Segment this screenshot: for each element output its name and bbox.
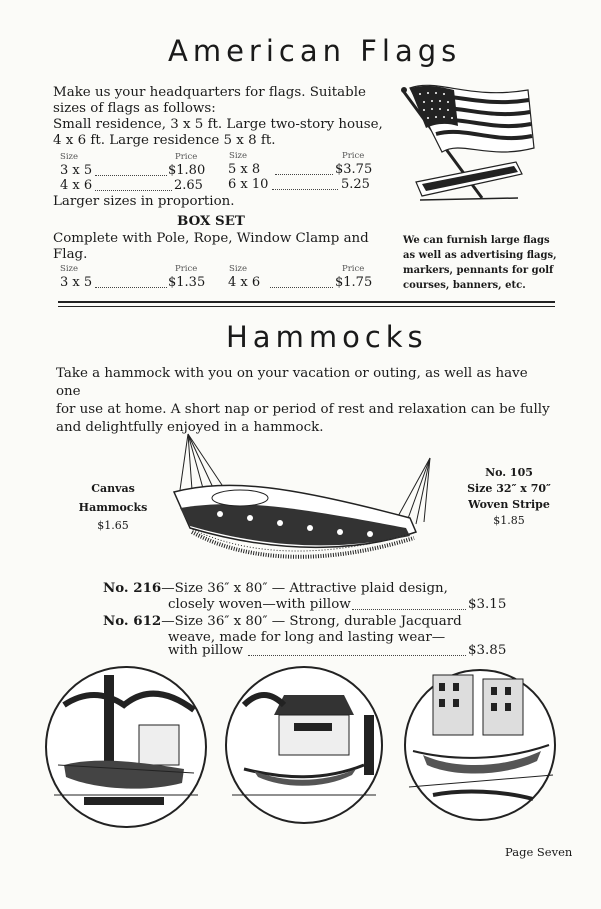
leader-dots: [272, 189, 338, 190]
col-price-label: Price: [175, 264, 198, 274]
col-price-label: Price: [175, 152, 198, 162]
canvas-hammocks-caption: [75, 481, 151, 534]
hammocks-intro-line: for use at home. A short nap or period of rest and relaxation can be fully: [56, 402, 550, 417]
item-number: No. 216: [103, 580, 162, 596]
section-divider: [58, 301, 555, 303]
flags-note-line: as well as advertising flags,: [403, 250, 557, 261]
flag-price: $1.80: [168, 163, 206, 178]
item-612-price: $3.85: [468, 643, 507, 658]
vignette-backyard: [44, 665, 208, 829]
box-set-desc: Flag.: [53, 247, 88, 262]
flag-size: 5 x 8: [228, 162, 261, 177]
box-set-desc: Complete with Pole, Rope, Window Clamp and: [53, 231, 369, 246]
vignette-city: [403, 665, 557, 825]
caption-line: Size 32″ x 70″: [467, 482, 551, 495]
item-612-line3: with pillow: [168, 643, 243, 658]
flags-intro-line: sizes of flags as follows:: [53, 101, 216, 116]
caption-price: $1.85: [493, 514, 525, 527]
item-612: [103, 613, 462, 630]
flag-size: 4 x 6: [60, 178, 93, 193]
flag-price: 2.65: [174, 178, 203, 193]
section-divider: [58, 306, 555, 307]
leader-dots: [95, 175, 167, 176]
flags-intro-line: Make us your headquarters for flags. Suitable: [53, 85, 366, 100]
flags-intro: [53, 85, 383, 149]
box-size: 3 x 5: [60, 275, 93, 290]
leader-dots: [95, 190, 172, 191]
box-price: $1.35: [168, 275, 206, 290]
item-216-line2: closely woven—with pillow: [168, 597, 351, 612]
flag-size: 3 x 5: [60, 163, 93, 178]
item-desc: —Size 36″ x 80″ — Attractive plaid design,: [161, 581, 448, 596]
col-size-label: Size: [229, 151, 248, 161]
flags-note-line: courses, banners, etc.: [403, 280, 526, 291]
caption-line: Woven Stripe: [468, 498, 550, 511]
col-price-label: Price: [342, 264, 365, 274]
box-set-title: BOX SET: [177, 213, 245, 229]
hammocks-title: Hammocks: [226, 320, 428, 354]
flags-note: [403, 233, 563, 293]
flags-intro-line: Small residence, 3 x 5 ft. Large two-story house,: [53, 117, 383, 132]
caption-line: Canvas: [91, 482, 135, 495]
caption-line: No. 105: [485, 466, 533, 479]
leader-dots: [275, 174, 333, 175]
flags-intro-line: 4 x 6 ft. Large residence 5 x 8 ft.: [53, 133, 276, 148]
flags-note-line: We can furnish large flags: [403, 235, 550, 246]
woven-stripe-caption: [466, 465, 552, 529]
page-number: Page Seven: [505, 845, 573, 859]
vignette-cottage: [224, 665, 384, 825]
flag-size: 6 x 10: [228, 177, 269, 192]
item-number: No. 612: [103, 613, 162, 629]
leader-dots: [270, 287, 333, 288]
col-size-label: Size: [60, 152, 79, 162]
hammocks-intro: [56, 365, 556, 437]
caption-price: $1.65: [97, 519, 129, 532]
item-desc: —Size 36″ x 80″ — Strong, durable Jacquard: [161, 614, 462, 629]
leader-dots: [352, 609, 466, 610]
flags-note-line: markers, pennants for golf: [403, 265, 554, 276]
box-size: 4 x 6: [228, 275, 261, 290]
col-price-label: Price: [342, 151, 365, 161]
flag-price: 5.25: [341, 177, 370, 192]
flag-price: $3.75: [335, 162, 373, 177]
item-216: [103, 580, 448, 597]
flags-title: American Flags: [168, 34, 462, 68]
item-612-line2: weave, made for long and lasting wear—: [168, 630, 446, 645]
leader-dots: [95, 287, 167, 288]
hammock-illustration: [170, 428, 440, 568]
caption-line: Hammocks: [78, 501, 148, 514]
hammocks-intro-line: Take a hammock with you on your vacation or outing, as well as have one: [56, 366, 528, 399]
box-price: $1.75: [335, 275, 373, 290]
flag-illustration: [398, 78, 538, 206]
hammocks-intro-line: and delightfully enjoyed in a hammock.: [56, 420, 324, 435]
larger-sizes: Larger sizes in proportion.: [53, 194, 235, 209]
col-size-label: Size: [60, 264, 79, 274]
leader-dots: [248, 655, 466, 656]
col-size-label: Size: [229, 264, 248, 274]
item-216-price: $3.15: [468, 597, 507, 612]
